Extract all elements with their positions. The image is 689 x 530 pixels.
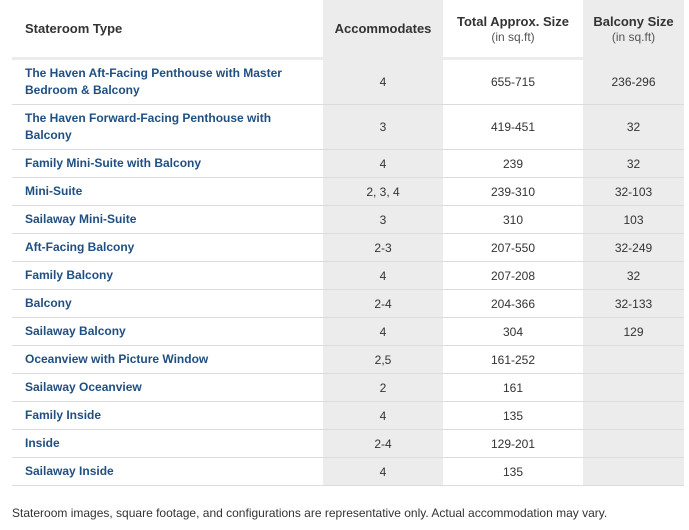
stateroom-name: Sailaway Inside xyxy=(12,458,323,486)
total-size-cell: 310 xyxy=(443,206,583,234)
accommodates-cell: 4 xyxy=(323,262,443,290)
total-size-cell: 161 xyxy=(443,374,583,402)
table-row xyxy=(12,234,684,262)
total-size-cell: 655-715 xyxy=(443,59,583,105)
balcony-size-cell xyxy=(583,346,684,374)
accommodates-cell: 4 xyxy=(323,150,443,178)
balcony-size-cell: 32-103 xyxy=(583,178,684,206)
table-header-row xyxy=(12,0,684,59)
disclaimer-footnote: Stateroom images, square footage, and configurations are representative only. Actual accommodation may vary. xyxy=(12,506,608,520)
table-row xyxy=(12,59,684,105)
stateroom-table xyxy=(12,0,684,486)
header-total-size-unit: (in sq.ft) xyxy=(491,29,535,44)
total-size-cell: 239 xyxy=(443,150,583,178)
stateroom-name: Family Balcony xyxy=(12,262,323,290)
table-row xyxy=(12,105,684,150)
stateroom-table-container xyxy=(12,0,684,486)
total-size-cell: 135 xyxy=(443,458,583,486)
total-size-cell: 161-252 xyxy=(443,346,583,374)
table-row xyxy=(12,318,684,346)
stateroom-name: Aft-Facing Balcony xyxy=(12,234,323,262)
accommodates-cell: 2, 3, 4 xyxy=(323,178,443,206)
table-row xyxy=(12,346,684,374)
accommodates-cell: 4 xyxy=(323,318,443,346)
accommodates-cell: 2-4 xyxy=(323,290,443,318)
balcony-size-cell xyxy=(583,430,684,458)
balcony-size-cell xyxy=(583,458,684,486)
stateroom-name: Sailaway Oceanview xyxy=(12,374,323,402)
accommodates-cell: 2 xyxy=(323,374,443,402)
balcony-size-cell xyxy=(583,402,684,430)
accommodates-cell: 2-3 xyxy=(323,234,443,262)
total-size-cell: 207-550 xyxy=(443,234,583,262)
stateroom-name: Sailaway Balcony xyxy=(12,318,323,346)
header-balcony-size-label: Balcony Size xyxy=(593,13,674,29)
table-row xyxy=(12,290,684,318)
total-size-cell: 304 xyxy=(443,318,583,346)
accommodates-cell: 2-4 xyxy=(323,430,443,458)
total-size-cell: 207-208 xyxy=(443,262,583,290)
table-row xyxy=(12,262,684,290)
accommodates-cell: 4 xyxy=(323,458,443,486)
stateroom-name: Sailaway Mini-Suite xyxy=(12,206,323,234)
balcony-size-cell: 32 xyxy=(583,105,684,150)
header-balcony-size xyxy=(583,0,684,59)
stateroom-name: Oceanview with Picture Window xyxy=(12,346,323,374)
balcony-size-cell xyxy=(583,374,684,402)
balcony-size-cell: 103 xyxy=(583,206,684,234)
header-balcony-size-unit: (in sq.ft) xyxy=(611,29,656,44)
table-row xyxy=(12,430,684,458)
table-row xyxy=(12,402,684,430)
total-size-cell: 135 xyxy=(443,402,583,430)
header-stateroom-type: Stateroom Type xyxy=(12,0,323,59)
header-accommodates: Accommodates xyxy=(323,0,443,59)
total-size-cell: 129-201 xyxy=(443,430,583,458)
balcony-size-cell: 32-133 xyxy=(583,290,684,318)
stateroom-name: Family Mini-Suite with Balcony xyxy=(12,150,323,178)
total-size-cell: 239-310 xyxy=(443,178,583,206)
stateroom-name: The Haven Forward-Facing Penthouse with Balcony xyxy=(12,105,323,150)
stateroom-name: Balcony xyxy=(12,290,323,318)
table-row xyxy=(12,458,684,486)
balcony-size-cell: 236-296 xyxy=(583,59,684,105)
stateroom-name: Mini-Suite xyxy=(12,178,323,206)
accommodates-cell: 3 xyxy=(323,105,443,150)
stateroom-name: Family Inside xyxy=(12,402,323,430)
balcony-size-cell: 32 xyxy=(583,150,684,178)
table-row xyxy=(12,178,684,206)
table-row xyxy=(12,374,684,402)
balcony-size-cell: 129 xyxy=(583,318,684,346)
table-row xyxy=(12,150,684,178)
accommodates-cell: 3 xyxy=(323,206,443,234)
header-total-size xyxy=(443,0,583,59)
accommodates-cell: 4 xyxy=(323,402,443,430)
accommodates-cell: 4 xyxy=(323,59,443,105)
balcony-size-cell: 32-249 xyxy=(583,234,684,262)
accommodates-cell: 2,5 xyxy=(323,346,443,374)
table-row xyxy=(12,206,684,234)
stateroom-name: The Haven Aft-Facing Penthouse with Master Bedroom & Balcony xyxy=(12,59,323,105)
total-size-cell: 419-451 xyxy=(443,105,583,150)
stateroom-name: Inside xyxy=(12,430,323,458)
balcony-size-cell: 32 xyxy=(583,262,684,290)
total-size-cell: 204-366 xyxy=(443,290,583,318)
header-total-size-label: Total Approx. Size xyxy=(457,13,569,29)
